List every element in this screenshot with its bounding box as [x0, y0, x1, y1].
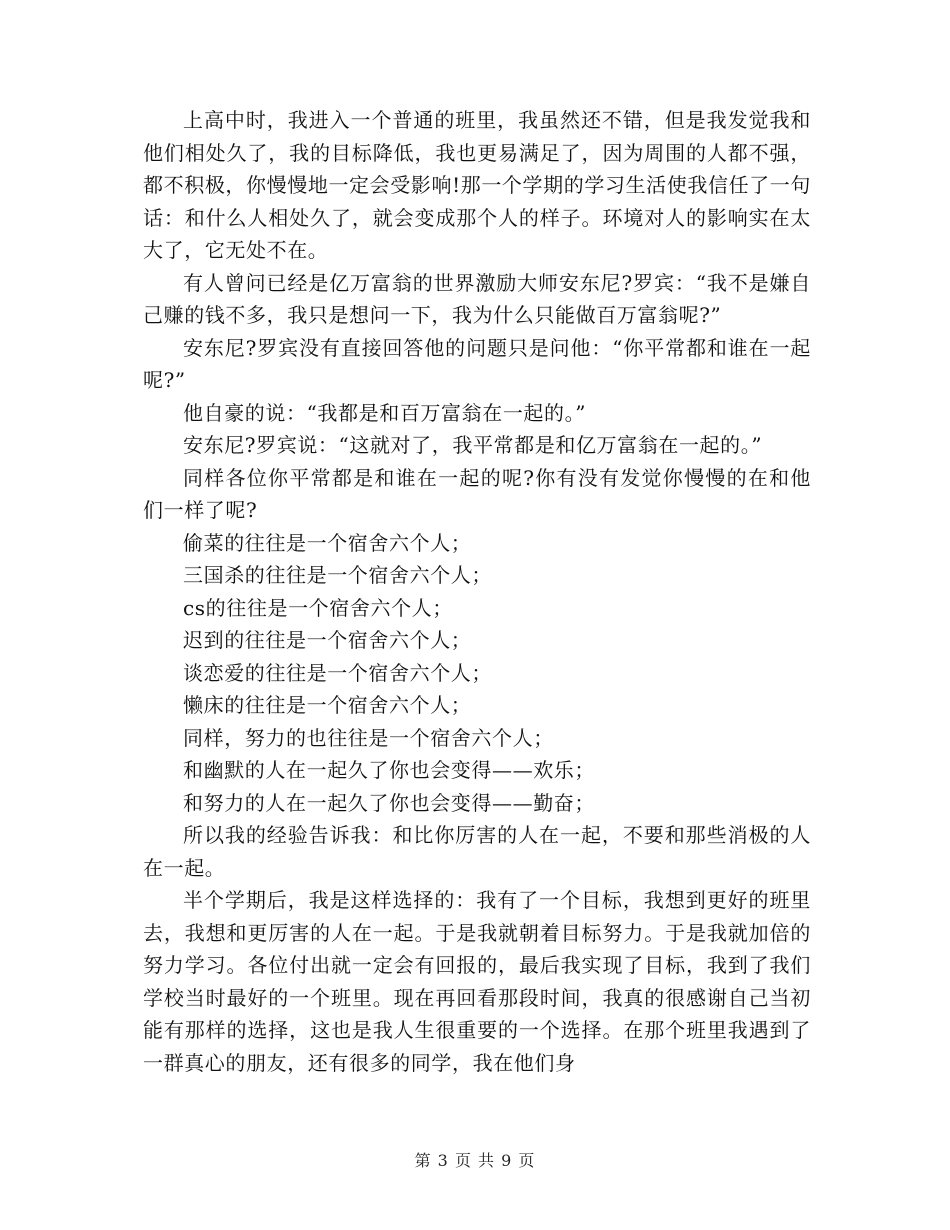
paragraph: 所以我的经验告诉我：和比你厉害的人在一起，不要和那些消极的人在一起。 [143, 823, 811, 880]
paragraph: 安东尼?罗宾没有直接回答他的问题只是问他：“你平常都和谁在一起呢?” [143, 335, 811, 392]
paragraph: cs的往往是一个宿舍六个人； [183, 595, 453, 620]
paragraph: 同样各位你平常都是和谁在一起的呢?你有没有发觉你慢慢的在和他们一样了呢? [143, 465, 811, 522]
paragraph: 半个学期后，我是这样选择的：我有了一个目标，我想到更好的班里去，我想和更厉害的人在一起。于是我就朝着目标努力。于是我就加倍的努力学习。各位付出就一定会有回报的，最后我实现了目标，我到了我们学校当时最好的一个班里。现在再回看那段时间，我真的很感谢自己当初能有那样的选择，这也是我人生很重要的一个选择。在那个班里我遇到了一群真心的朋友，还有很多的同学，我在他们身 [143, 888, 811, 1075]
paragraph: 同样，努力的也往往是一个宿舍六个人； [183, 725, 554, 750]
paragraph: 三国杀的往往是一个宿舍六个人； [183, 563, 492, 587]
paragraph: 和努力的人在一起久了你也会变得——勤奋； [183, 790, 595, 815]
paragraph: 和幽默的人在一起久了你也会变得——欢乐； [183, 758, 595, 782]
document-body [143, 104, 811, 1079]
page-number-footer: 第 3 页 共 9 页 [414, 1151, 536, 1170]
paragraph: 安东尼?罗宾说：“这就对了，我平常都是和亿万富翁在一起的。” [183, 433, 763, 457]
paragraph: 懒床的往往是一个宿舍六个人； [183, 693, 472, 717]
paragraph: 他自豪的说：“我都是和百万富翁在一起的。” [183, 400, 587, 425]
paragraph: 谈恋爱的往往是一个宿舍六个人； [183, 660, 492, 685]
paragraph: 上高中时，我进入一个普通的班里，我虽然还不错，但是我发觉我和他们相处久了，我的目标降低，我也更易满足了，因为周围的人都不强，都不积极，你慢慢地一定会受影响!那一个学期的学习生活使我信任了一句话：和什么人相处久了，就会变成那个人的样子。环境对人的影响实在太大了，它无处不在。 [143, 108, 811, 262]
paragraph: 偷菜的往往是一个宿舍六个人； [183, 530, 472, 555]
paragraph: 迟到的往往是一个宿舍六个人； [183, 628, 472, 652]
paragraph: 有人曾问已经是亿万富翁的世界激励大师安东尼?罗宾：“我不是嫌自己赚的钱不多，我只是想问一下，我为什么只能做百万富翁呢?” [143, 270, 811, 327]
